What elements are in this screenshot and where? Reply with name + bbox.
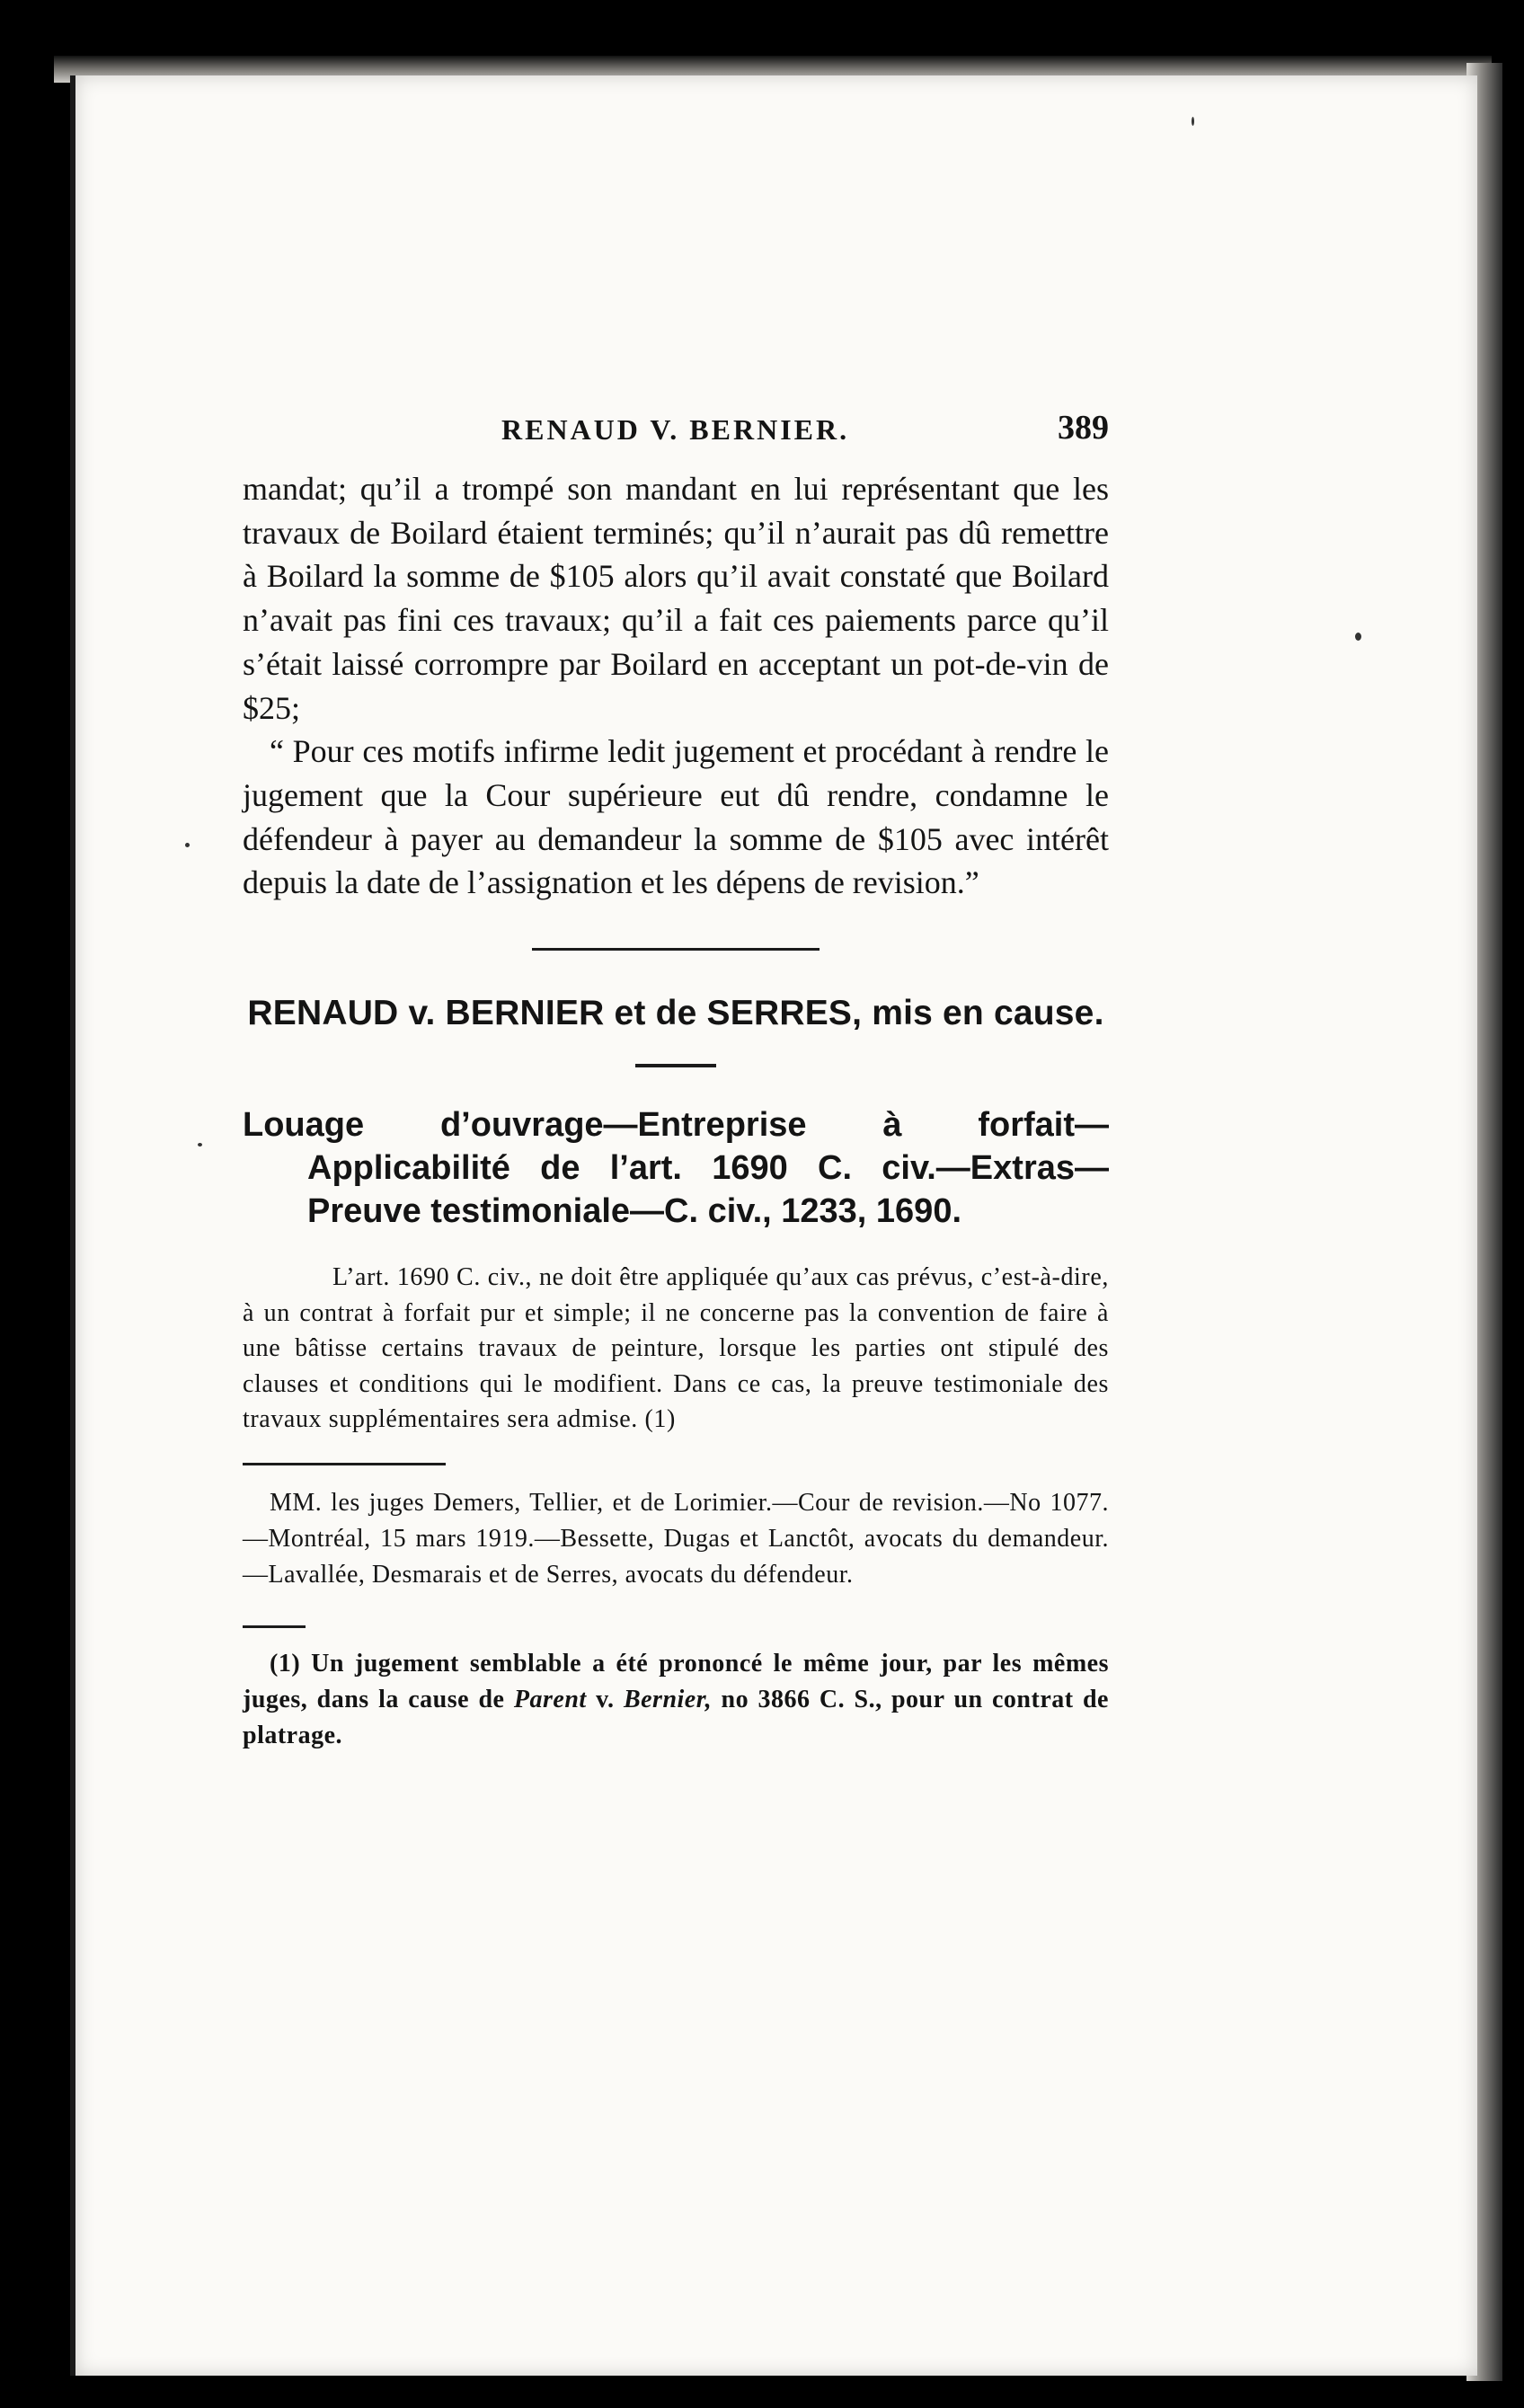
opening-paragraph: mandat; qu’il a trompé son mandant en lui représentant que les travaux de Boilard étaient terminés; qu’il n’aurait pas dû remettre à Boilard la somme de $105 alors qu’il avait constaté que Boilard n’avait pas fini ces travaux; qu’il a fait ces paiements parce qu’il s’était laissé corrompre par Boilard en acceptant un pot-de-vin de $25; xyxy=(243,471,1109,726)
running-title: RENAUD V. BERNIER. xyxy=(501,413,850,446)
footnote-case-name: Parent xyxy=(513,1685,587,1713)
title-divider xyxy=(635,1064,716,1067)
footnote-text: no 3866 C. S., pour un contrat de platrage. xyxy=(243,1685,1109,1749)
summary-paragraph: L’art. 1690 C. civ., ne doit être appliquée qu’aux cas prévus, c’est-à-dire, à un contrat à forfait pur et simple; il ne concerne pas la convention de faire à une bâtisse certains travaux de peinture, lorsque les parties ont stipulé des clauses et conditions qui le modifient. Dans ce cas, la preuve testimoniale des travaux supplémentaires sera admise. (1) xyxy=(243,1263,1109,1434)
section-divider xyxy=(532,948,820,951)
case-headnote: Louage d’ouvrage—Entreprise à forfait—Applicabilité de l’art. 1690 C. civ.—Extras—Preuve testimoniale—C. civ., 1233, 1690. xyxy=(243,1106,1109,1231)
court-info-divider xyxy=(243,1463,446,1465)
case-summary xyxy=(243,1260,1109,1438)
footnote-case-name: Bernier, xyxy=(623,1685,713,1713)
running-head xyxy=(243,409,1109,467)
court-info-paragraph: MM. les juges Demers, Tellier, et de Lorimier.—Cour de revision.—No 1077.—Montréal, 15 mars 1919.—Bessette, Dugas et Lanctôt, avocats du demandeur.—Lavallée, Desmarais et de Serres, avocats du défendeur. xyxy=(243,1488,1109,1589)
judgment-paragraph: “ Pour ces motifs infirme ledit jugement et procédant à rendre le jugement que la Cour supérieure eut dû rendre, condamne le défendeur à payer au demandeur la somme de $105 avec intérêt depuis la date de l’assignation et les dépens de revision.” xyxy=(243,733,1109,901)
scan-speck xyxy=(1192,117,1194,126)
footnote-text: v. xyxy=(586,1685,624,1713)
page-text-block xyxy=(243,409,1109,1754)
footnote-text: (1) Un jugement semblable a été prononcé le même jour, par les mêmes juges, dans la cause de xyxy=(243,1649,1109,1713)
page-number: 389 xyxy=(1058,409,1109,447)
scan-speck xyxy=(198,1143,202,1146)
court-info xyxy=(243,1485,1109,1593)
footnote-paragraph xyxy=(243,1646,1109,1754)
case-title: RENAUD v. BERNIER et de SERRES, mis en cause. xyxy=(247,994,1104,1033)
opening-text xyxy=(243,467,1109,905)
scan-speck xyxy=(1355,633,1361,641)
footnote xyxy=(243,1646,1109,1754)
footnote-divider xyxy=(243,1625,306,1628)
scan-speck xyxy=(185,843,190,847)
